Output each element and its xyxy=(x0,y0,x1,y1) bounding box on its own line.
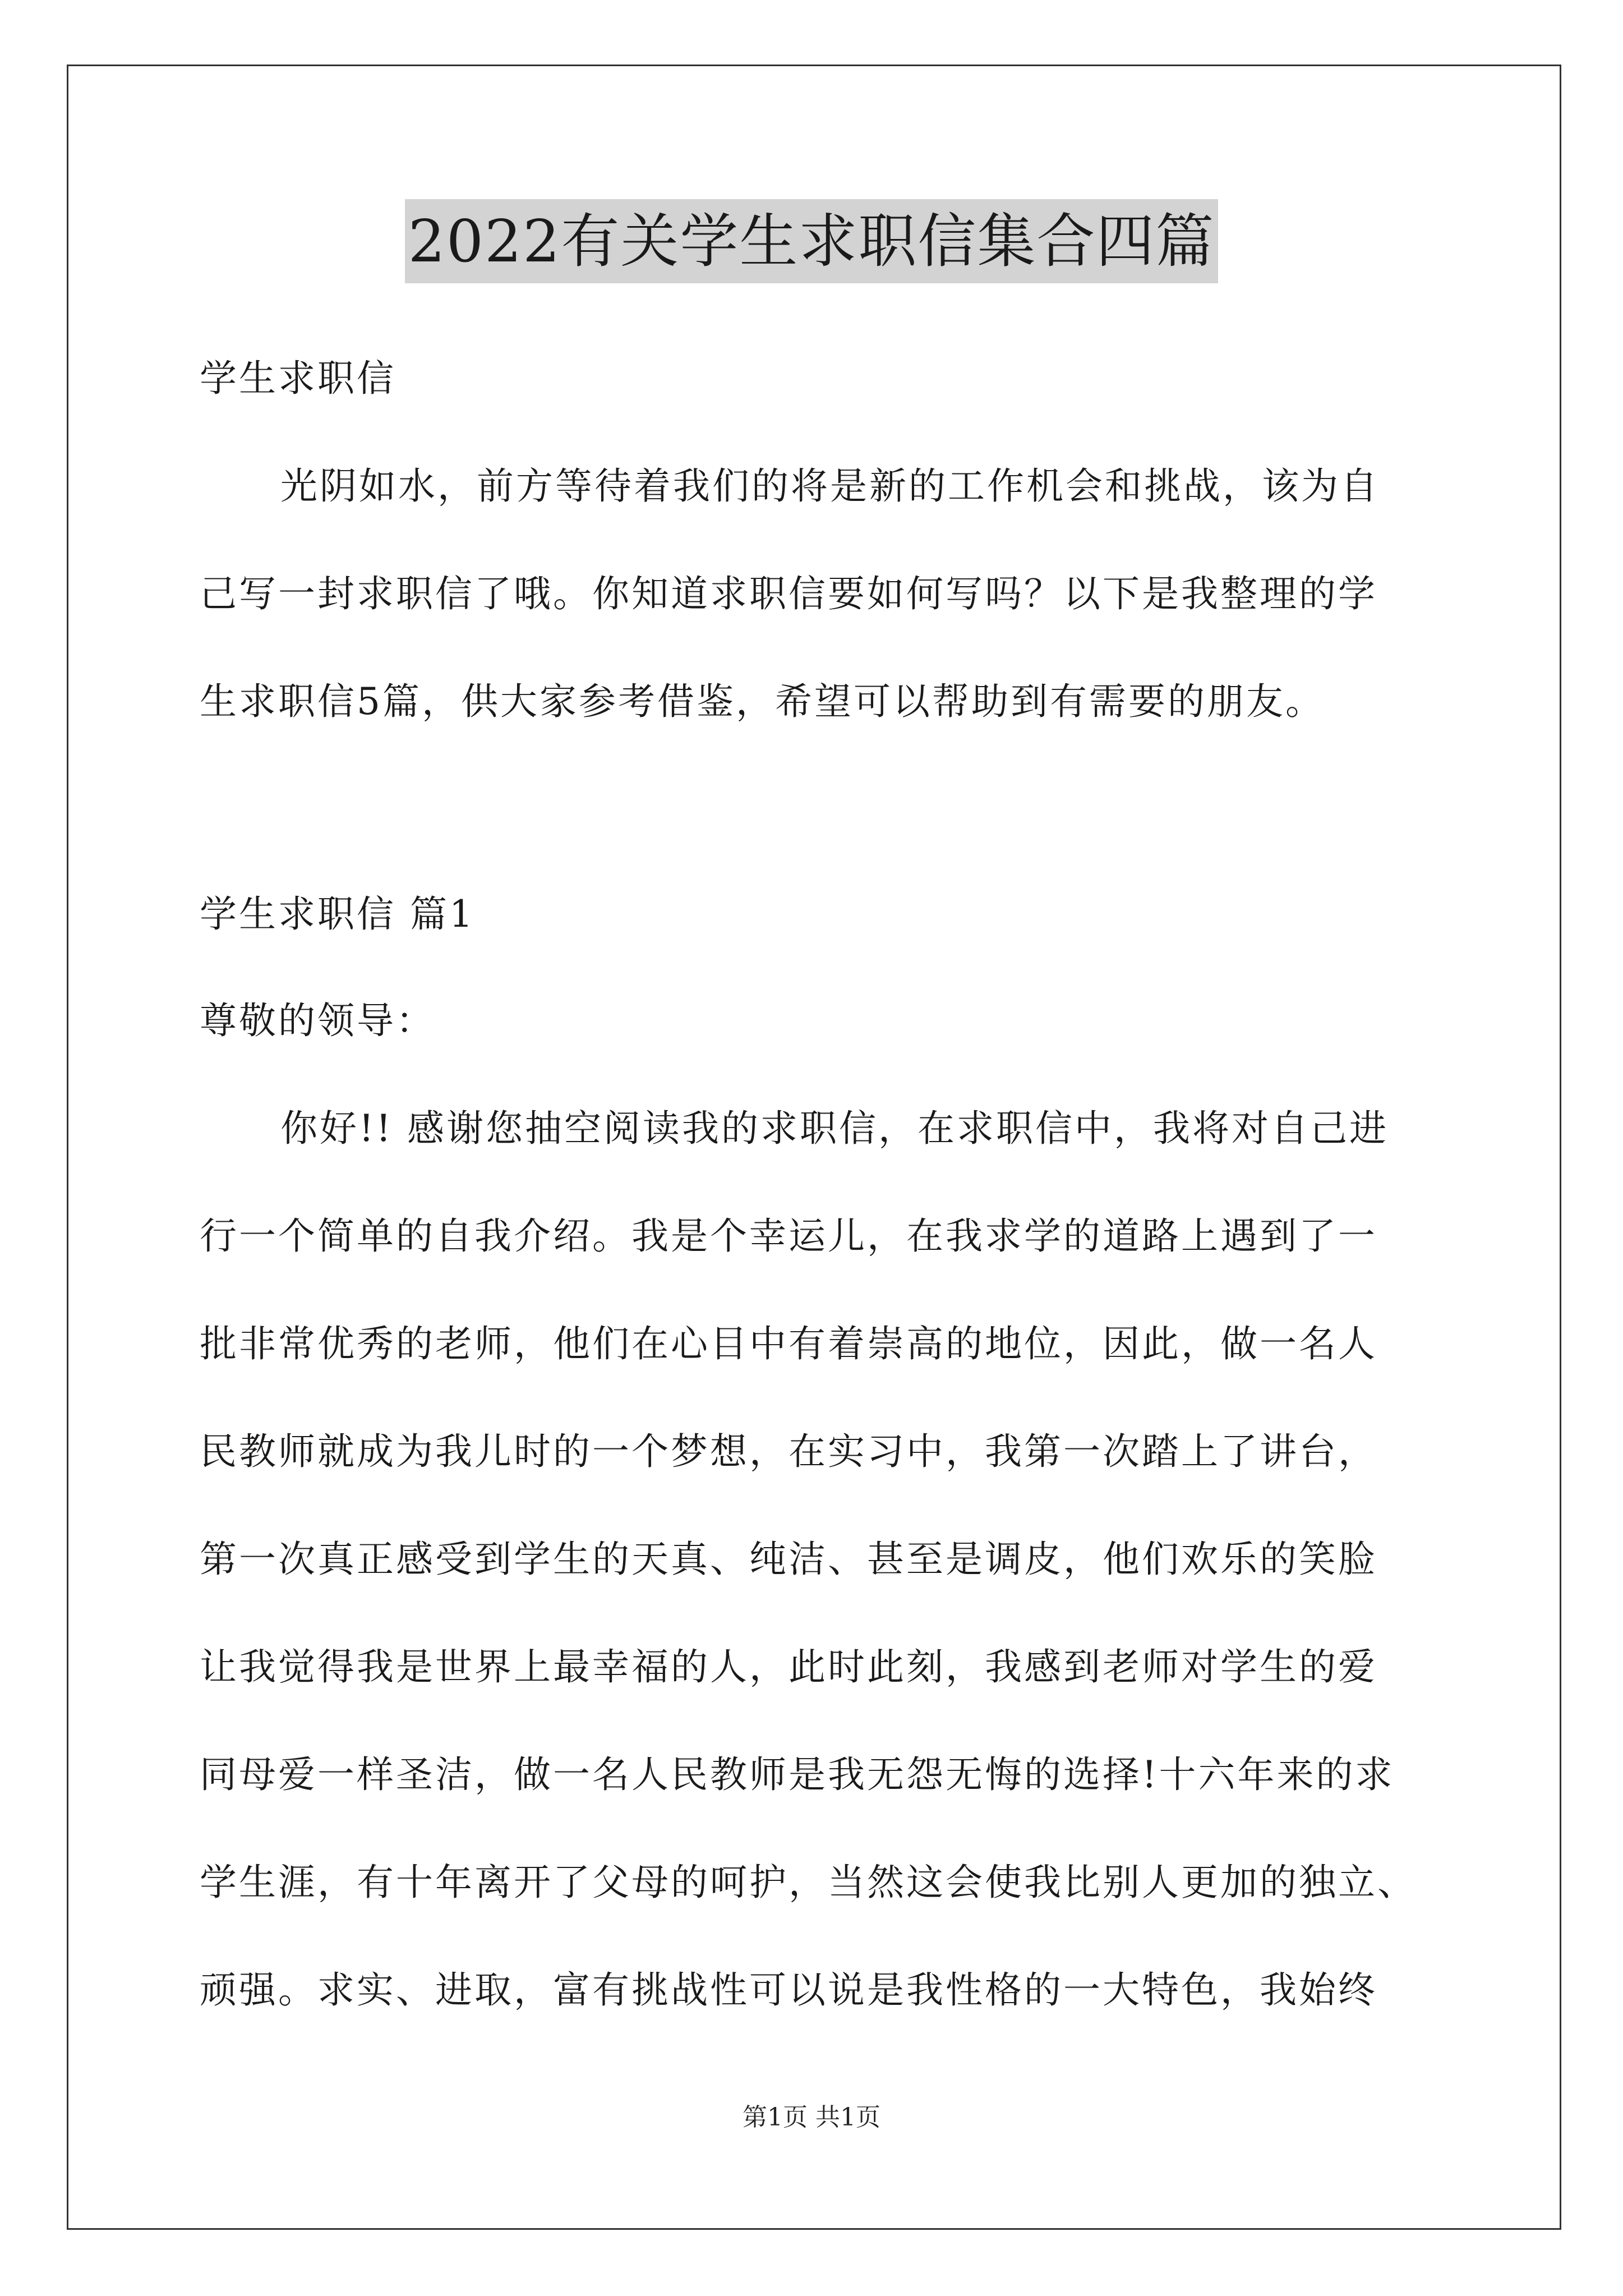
body-line: 顽强。求实、进取，富有挑战性可以说是我性格的一大特色，我始终 xyxy=(200,1968,1377,2012)
salutation: 尊敬的领导： xyxy=(200,999,435,1042)
page-footer: 第1页 共1页 xyxy=(743,2103,880,2132)
intro-line: 己写一封求职信了哦。你知道求职信要如何写吗？以下是我整理的学 xyxy=(200,572,1377,615)
body-line: 让我觉得我是世界上最幸福的人，此时此刻，我感到老师对学生的爱 xyxy=(200,1645,1377,1688)
body-line: 批非常优秀的老师，他们在心目中有着崇高的地位，因此，做一名人 xyxy=(200,1322,1377,1365)
intro-heading: 学生求职信 xyxy=(200,357,396,400)
document-title: 2022有关学生求职信集合四篇 xyxy=(405,199,1219,283)
body-line: 行一个简单的自我介绍。我是个幸运儿，在我求学的道路上遇到了一 xyxy=(200,1214,1377,1258)
body-line: 民教师就成为我儿时的一个梦想，在实习中，我第一次踏上了讲台， xyxy=(200,1430,1377,1473)
body-line: 第一次真正感受到学生的天真、纯洁、甚至是调皮，他们欢乐的笑脸 xyxy=(200,1538,1377,1581)
section-heading: 学生求职信 篇1 xyxy=(200,892,475,936)
title-container xyxy=(0,199,1623,283)
intro-line: 光阴如水，前方等待着我们的将是新的工作机会和挑战，该为自 xyxy=(280,464,1380,508)
intro-line: 生求职信5篇，供大家参考借鉴，希望可以帮助到有需要的朋友。 xyxy=(200,680,1325,723)
body-line: 同母爱一样圣洁，做一名人民教师是我无怨无悔的选择!十六年来的求 xyxy=(200,1753,1395,1796)
body-line: 你好!! 感谢您抽空阅读我的求职信，在求职信中，我将对自己进 xyxy=(280,1107,1389,1150)
body-line: 学生涯，有十年离开了父母的呵护，当然这会使我比别人更加的独立、 xyxy=(200,1861,1417,1904)
